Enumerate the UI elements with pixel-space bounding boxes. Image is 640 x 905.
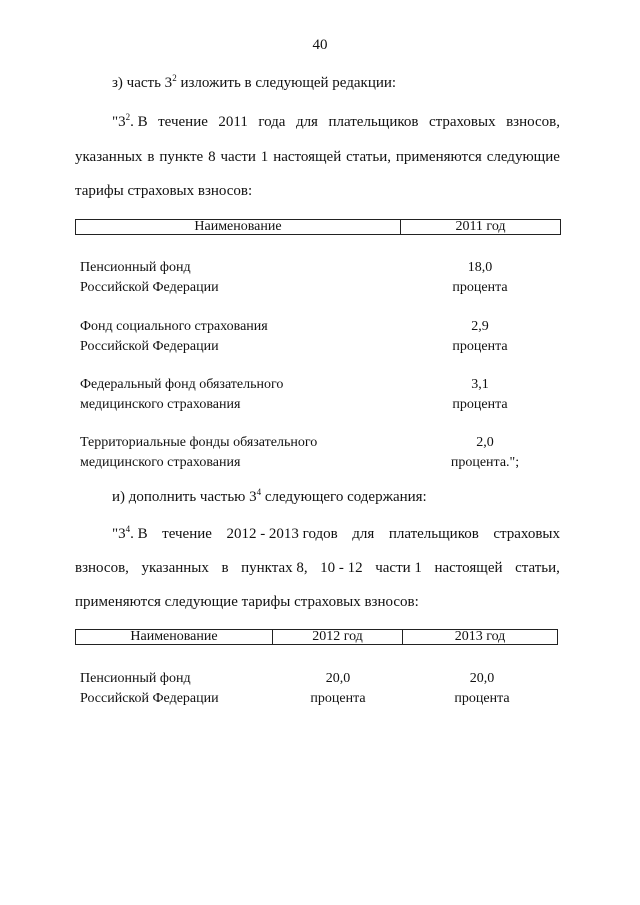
- item-i-suffix: следующего содержания:: [261, 489, 427, 505]
- para1-word: года: [258, 114, 286, 130]
- table1-row-value: 2,9 процента: [452, 319, 508, 354]
- para2-word: настоящей: [434, 560, 503, 576]
- para2-word: указанных: [141, 560, 209, 576]
- table2-header: [75, 629, 558, 645]
- para1-word: для: [295, 114, 318, 130]
- para2-word: течение: [162, 526, 212, 542]
- para2-word: 10 - 12: [320, 560, 363, 576]
- para2-prefix: "3: [112, 526, 126, 542]
- para1-word: взносов,: [506, 114, 560, 130]
- para1-word: страховых: [428, 114, 496, 130]
- para2-word: . В: [130, 526, 148, 542]
- para2-line1: [112, 526, 560, 543]
- para1-word: части: [220, 149, 256, 165]
- item-z: [112, 75, 396, 92]
- table1-row-value: 2,0 процента.";: [450, 435, 520, 470]
- para1-word: указанных: [75, 149, 143, 165]
- table1-row-name: Федеральный фонд обязательного медицинского страхования: [80, 377, 284, 412]
- para1-word: в: [147, 149, 155, 165]
- table1-row-value: 18,0 процента: [452, 260, 508, 295]
- para2-word: в: [221, 560, 229, 576]
- table1-row-name: Территориальные фонды обязательного медицинского страхования: [80, 435, 318, 470]
- para2-sup: 4: [125, 524, 131, 534]
- table2-header-2012: 2012 год: [272, 630, 402, 644]
- para1-word: применяются: [395, 149, 482, 165]
- para2-word: 2012 - 2013 годов: [226, 526, 338, 542]
- para1-word: 1: [260, 149, 269, 165]
- para1-word: настоящей: [273, 149, 342, 165]
- table1-header-2011: 2011 год: [400, 220, 560, 234]
- table1-row-value: 3,1 процента: [452, 377, 508, 412]
- table2-row-2012: 20,0 процента: [310, 671, 366, 706]
- para1-word: следующие: [486, 149, 560, 165]
- para1-word: статьи,: [346, 149, 391, 165]
- para2-line3: применяются следующие тарифы страховых взносов:: [75, 594, 419, 610]
- para1-line3: тарифы страховых взносов:: [75, 183, 253, 199]
- para1-word: плательщиков: [328, 114, 419, 130]
- table1-header-name: Наименование: [194, 219, 282, 234]
- table1-row-name: Фонд социального страхования Российской Федерации: [80, 319, 268, 354]
- para1-word: пункте: [159, 149, 204, 165]
- para2-word: пунктах 8,: [241, 560, 308, 576]
- item-z-suffix: изложить в следующей редакции:: [176, 75, 397, 91]
- para1-word: . В: [130, 114, 148, 130]
- table2-row-name: Пенсионный фонд Российской Федерации: [80, 671, 219, 706]
- para2-word: страховых: [493, 526, 560, 542]
- para2-word: части 1: [375, 560, 422, 576]
- page-number: 40: [312, 37, 328, 53]
- para1-line1: [112, 114, 560, 131]
- para1-word: 8: [208, 149, 216, 165]
- para2-word: плательщиков: [388, 526, 479, 542]
- para1-line2: [75, 149, 560, 166]
- para1-word: течение: [158, 114, 208, 130]
- item-i-sup: 4: [256, 487, 262, 497]
- table1-header: [75, 219, 561, 235]
- para1-sup: 2: [125, 112, 131, 122]
- table2-row-2013: 20,0 процента: [454, 671, 510, 706]
- para2-word: для: [352, 526, 375, 542]
- table2-header-2013: 2013 год: [402, 630, 557, 644]
- para2-word: взносов,: [75, 560, 129, 576]
- para2-line2: [75, 560, 560, 577]
- para2-word: статьи,: [515, 560, 560, 576]
- table2-header-name: Наименование: [130, 629, 218, 644]
- item-i: [112, 489, 427, 506]
- para1-word: 2011: [218, 114, 248, 130]
- table1-row-name: Пенсионный фонд Российской Федерации: [80, 260, 219, 295]
- item-z-sup: 2: [172, 73, 177, 83]
- item-z-prefix: з) часть 3: [112, 75, 173, 91]
- para1-prefix: "3: [112, 114, 126, 130]
- item-i-prefix: и) дополнить частью 3: [112, 489, 257, 505]
